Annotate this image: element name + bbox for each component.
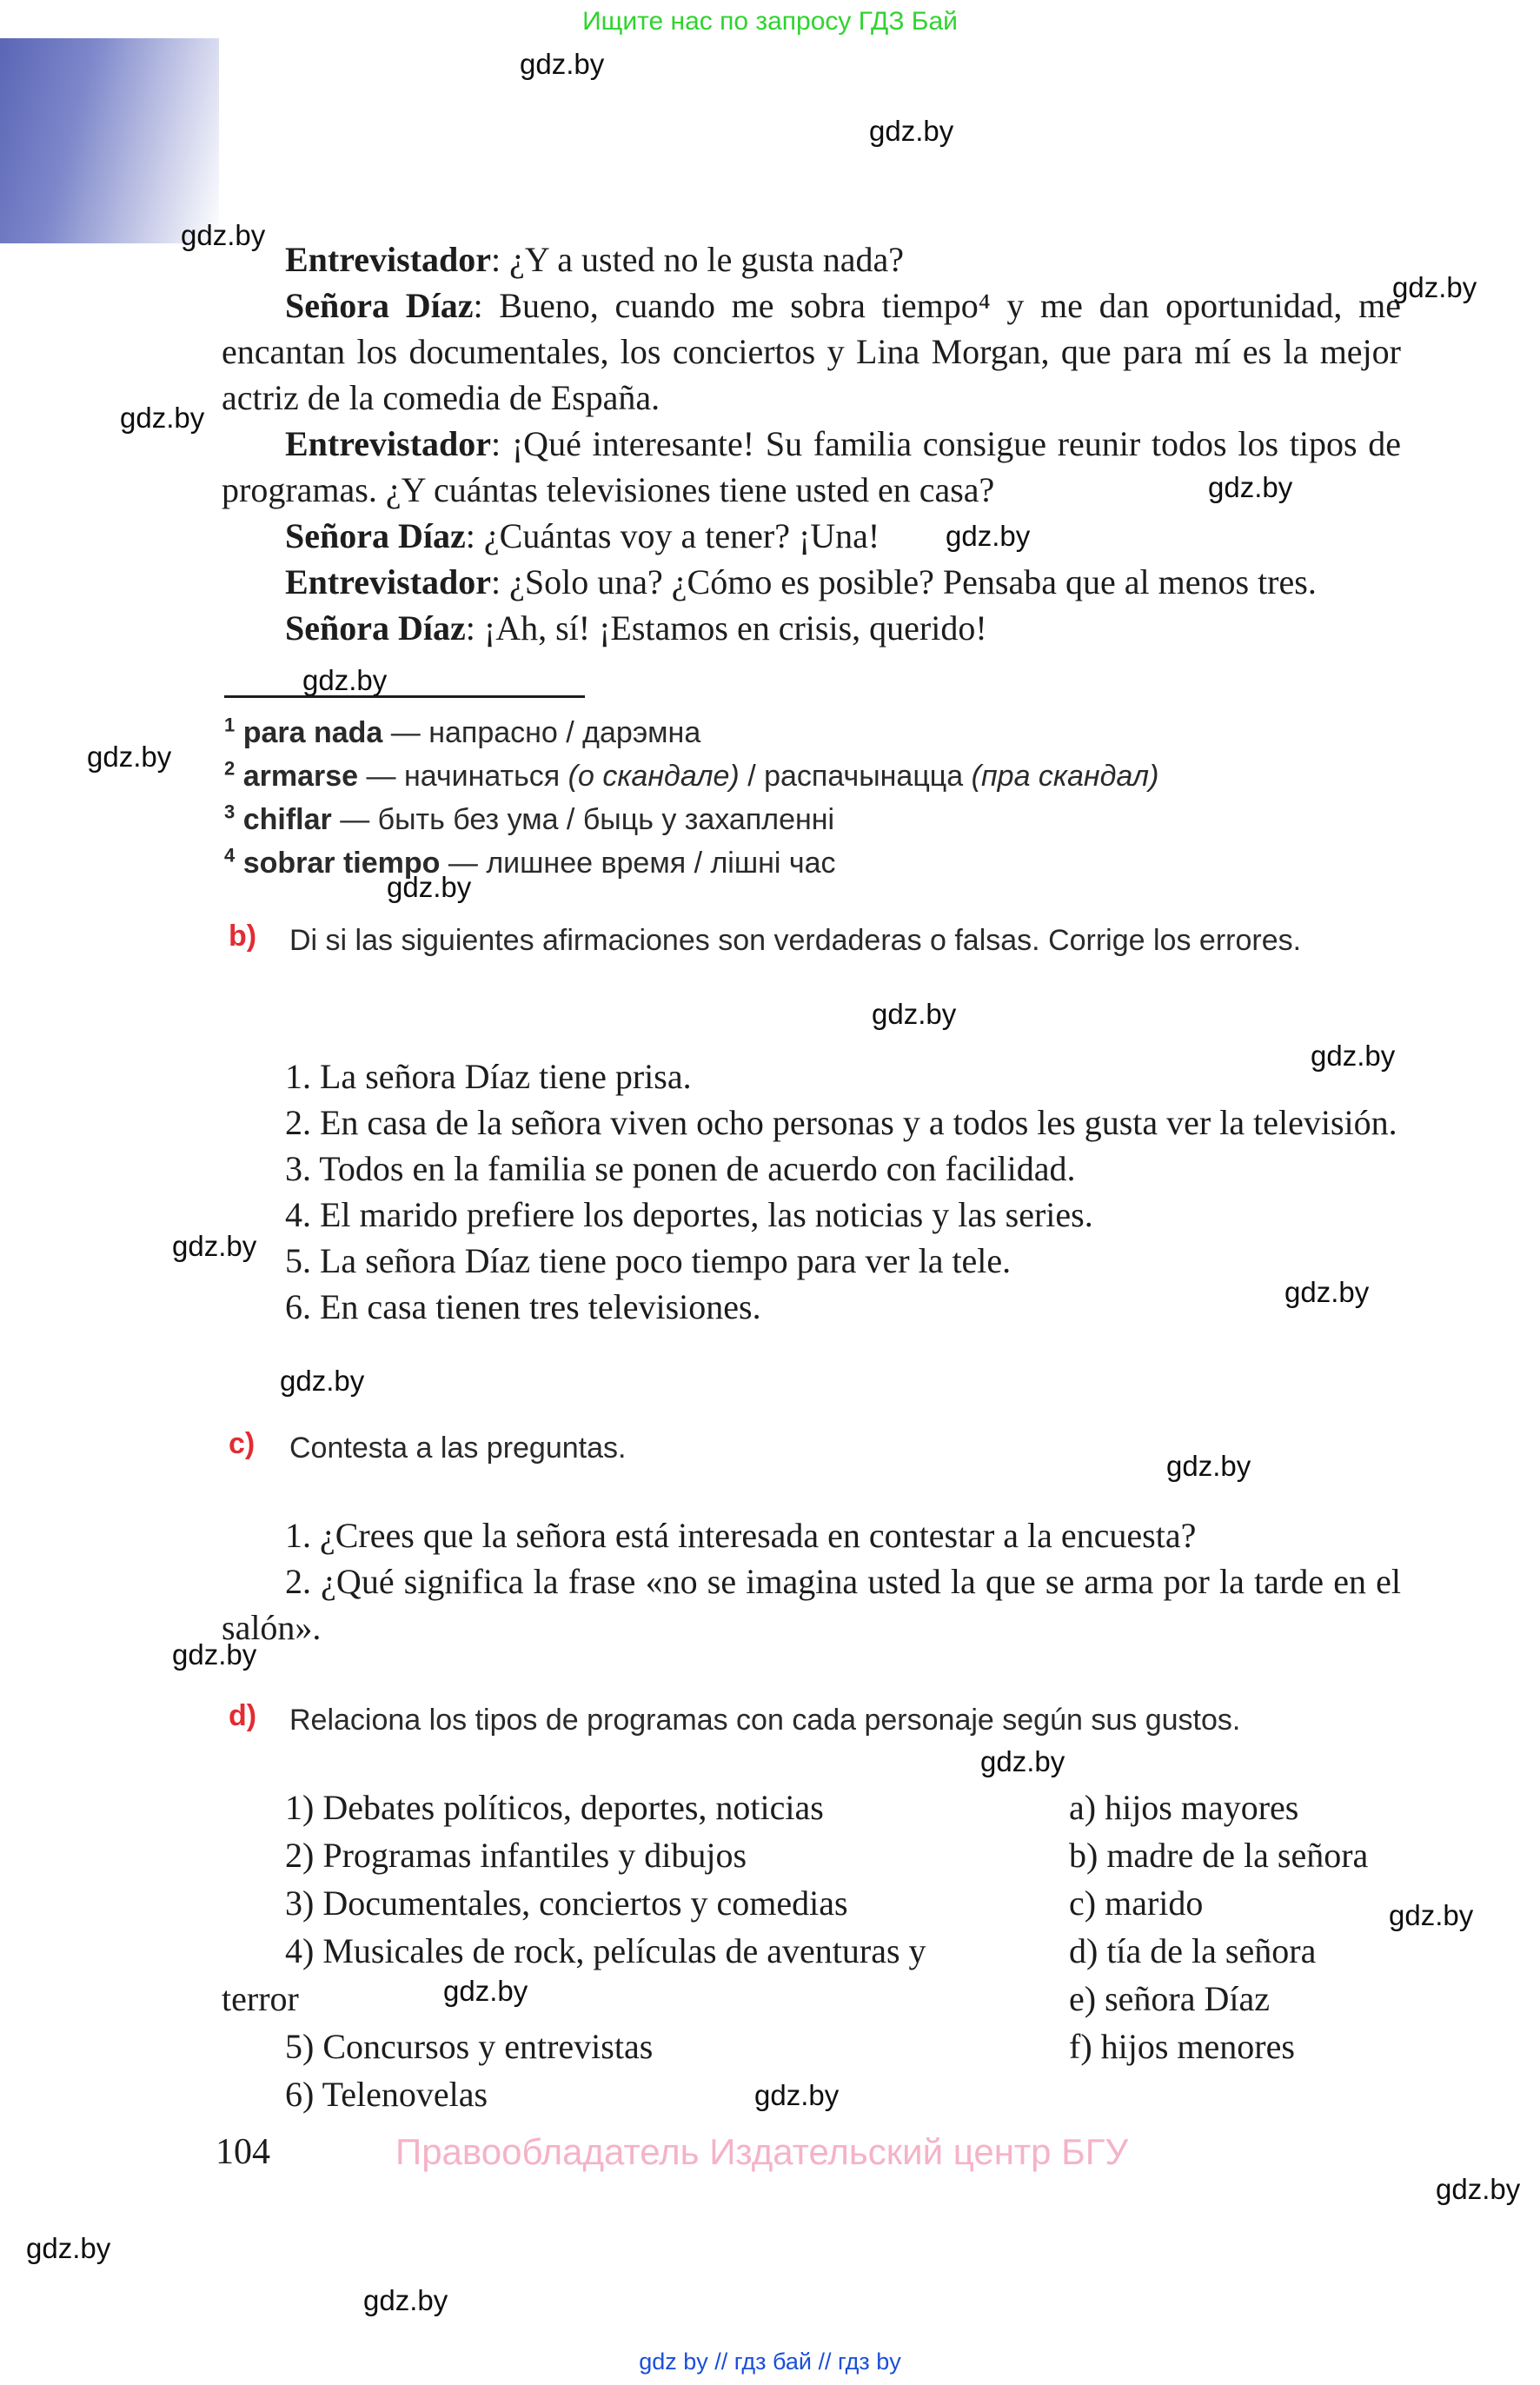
speaker-name: Entrevistador: [285, 240, 492, 279]
section-b-items: [222, 1053, 1401, 1330]
footnote-italic: (о скандале): [568, 760, 740, 793]
copyright-notice: Правообладатель Издательский центр БГУ: [395, 2131, 1129, 2172]
section-b-label: b): [229, 920, 257, 953]
dialogue-text: : ¿Solo una? ¿Cómo es posible? Pensaba que al menos tres.: [491, 562, 1317, 601]
gdz-watermark: gdz.by: [872, 998, 957, 1030]
section-b-instruction: Di si las siguientes afirmaciones son verdaderas o falsas. Corrige los errores.: [289, 924, 1302, 957]
dialogue-paragraph: [222, 282, 1401, 421]
section-d-people-column: [1069, 1784, 1521, 2070]
question-item: 1. ¿Crees que la señora está interesada en contestar a la encuesta?: [285, 1516, 1197, 1555]
footnote: [224, 754, 1406, 798]
gdz-watermark: gdz.by: [1166, 1450, 1251, 1482]
speaker-name: Entrevistador: [285, 562, 492, 601]
section-c-label: c): [229, 1427, 256, 1460]
page-number: 104: [216, 2132, 270, 2172]
footnote: [224, 841, 1406, 885]
person-item: a) hijos mayores: [1069, 1788, 1299, 1827]
section-c-items: [222, 1512, 1401, 1651]
statement-item: 1. La señora Díaz tiene prisa.: [285, 1057, 692, 1096]
gdz-watermark: gdz.by: [1284, 1276, 1370, 1308]
gdz-watermark: gdz.by: [87, 741, 172, 773]
footnote-translation: / распачынацца: [739, 760, 972, 793]
program-item: 1) Debates políticos, deportes, noticias: [285, 1788, 824, 1827]
promo-banner: Ищите нас по запросу ГДЗ Бай: [582, 7, 958, 36]
person-item: c) marido: [1069, 1883, 1204, 1923]
section-d-programs-column: [222, 1784, 986, 2118]
footnote-translation: — напрасно / дарэмна: [382, 716, 701, 749]
footnote-number: 4: [224, 844, 236, 867]
person-item: e) señora Díaz: [1069, 1979, 1270, 2018]
gdz-watermark: gdz.by: [363, 2284, 448, 2316]
gdz-watermark: gdz.by: [172, 1638, 257, 1671]
gdz-watermark: gdz.by: [754, 2079, 840, 2111]
gdz-watermark: gdz.by: [520, 48, 605, 80]
dialogue-text: : ¿Cuántas voy a tener? ¡Una!: [465, 516, 880, 555]
statement-item: 6. En casa tienen tres televisiones.: [285, 1287, 761, 1326]
dialogue-paragraph: [222, 605, 1401, 651]
gdz-watermark: gdz.by: [120, 402, 205, 434]
statement-item: 3. Todos en la familia se ponen de acuerdo con facilidad.: [285, 1149, 1076, 1188]
section-d-instruction: Relaciona los tipos de programas con cada personaje según sus gustos.: [289, 1704, 1241, 1737]
dialogue-paragraph: [222, 236, 1401, 282]
dialogue-text: : Bueno, cuando me sobra tiempo⁴ y me dan oportunidad, me encantan los documentales, los conciertos y Lina Morgan, que para mí es la mejor actriz de la comedia de España.: [222, 286, 1401, 417]
footnote: [224, 711, 1406, 754]
person-item: b) madre de la señora: [1069, 1836, 1369, 1875]
program-item: 5) Concursos y entrevistas: [285, 2027, 654, 2066]
footnote-translation: — начинаться: [358, 760, 568, 793]
gdz-watermark: gdz.by: [1208, 471, 1293, 503]
footnote-number: 1: [224, 714, 236, 736]
section-d-label: d): [229, 1699, 257, 1732]
footnote-term: para nada: [242, 716, 383, 749]
gdz-watermark: gdz.by: [1311, 1040, 1396, 1072]
statement-item: 4. El marido prefiere los deportes, las noticias y las series.: [285, 1195, 1093, 1234]
footnote-translation: — лишнее время / лішні час: [440, 847, 836, 880]
gdz-watermark: gdz.by: [980, 1745, 1065, 1777]
footnote-italic: (пра скандал): [971, 760, 1159, 793]
gdz-watermark: gdz.by: [26, 2232, 111, 2264]
dialogue-paragraph: [222, 559, 1401, 605]
gdz-watermark: gdz.by: [280, 1365, 365, 1397]
person-item: f) hijos menores: [1069, 2027, 1295, 2066]
gdz-watermark: gdz.by: [302, 664, 388, 696]
footnote-number: 2: [224, 757, 236, 780]
dialogue-text: : ¿Y a usted no le gusta nada?: [491, 240, 905, 279]
footnotes-block: [224, 711, 1406, 885]
footnote: [224, 798, 1406, 841]
speaker-name: Señora Díaz: [285, 286, 474, 325]
gdz-watermark: gdz.by: [172, 1230, 257, 1262]
speaker-name: Señora Díaz: [285, 516, 466, 555]
statement-item: 5. La señora Díaz tiene poco tiempo para ver la tele.: [285, 1241, 1012, 1280]
footnote-term: chiflar: [242, 803, 332, 836]
gdz-footer-links[interactable]: gdz by // гдз бай // гдз by: [639, 2348, 901, 2375]
gradient-decoration: [0, 38, 219, 243]
footnote-term: sobrar tiempo: [242, 847, 441, 880]
dialogue-paragraph: [222, 421, 1401, 513]
gdz-watermark: gdz.by: [1389, 1899, 1474, 1931]
dialogue-text: : ¡Ah, sí! ¡Estamos en crisis, querido!: [465, 608, 987, 648]
footnote-translation: — быть без ума / быць у захапленні: [331, 803, 835, 836]
gdz-watermark: gdz.by: [181, 219, 266, 251]
gdz-watermark: gdz.by: [1436, 2173, 1521, 2205]
person-item: d) tía de la señora: [1069, 1931, 1317, 1970]
dialogue-block: [222, 236, 1401, 651]
footnote-separator: [224, 695, 585, 698]
dialogue-text: : ¡Qué interesante! Su familia consigue reunir todos los tipos de programas. ¿Y cuántas televisiones tiene usted en casa?: [222, 424, 1401, 509]
footnote-term: armarse: [242, 760, 359, 793]
program-item: 2) Programas infantiles y dibujos: [285, 1836, 747, 1875]
gdz-watermark: gdz.by: [946, 520, 1031, 552]
gdz-watermark: gdz.by: [869, 115, 954, 147]
program-item: 4) Musicales de rock, películas de aventuras y terror: [222, 1931, 926, 2018]
footnote-number: 3: [224, 801, 236, 823]
speaker-name: Señora Díaz: [285, 608, 466, 648]
dialogue-paragraph: [222, 513, 1401, 559]
gdz-watermark: gdz.by: [387, 871, 472, 903]
section-c-instruction: Contesta a las preguntas.: [289, 1432, 627, 1465]
program-item: 3) Documentales, conciertos y comedias: [285, 1883, 848, 1923]
speaker-name: Entrevistador: [285, 424, 492, 463]
question-item: 2. ¿Qué significa la frase «no se imagina usted la que se arma por la tarde en el salón».: [222, 1562, 1401, 1647]
gdz-watermark: gdz.by: [1392, 271, 1477, 303]
gdz-watermark: gdz.by: [443, 1975, 528, 2007]
program-item: 6) Telenovelas: [285, 2075, 488, 2114]
statement-item: 2. En casa de la señora viven ocho personas y a todos les gusta ver la televisión.: [285, 1103, 1397, 1142]
